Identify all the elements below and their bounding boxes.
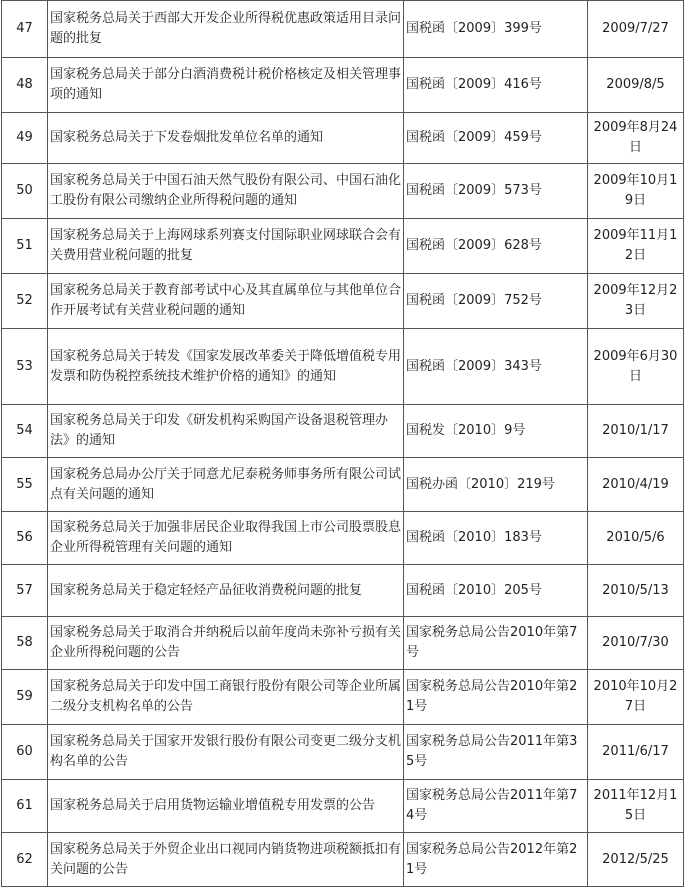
table-row xyxy=(2,405,684,458)
document-number: 国税函〔2010〕183号 xyxy=(404,512,588,565)
issue-date: 2009年6月30日 xyxy=(588,329,684,405)
row-number: 62 xyxy=(2,833,48,887)
document-number: 国家税务总局公告2010年第7号 xyxy=(404,617,588,670)
table-row xyxy=(2,219,684,274)
document-title: 国家税务总局关于部分白酒消费税计税价格核定及相关管理事项的通知 xyxy=(48,58,404,113)
document-number: 国家税务总局公告2010年第21号 xyxy=(404,670,588,725)
document-title: 国家税务总局关于启用货物运输业增值税专用发票的公告 xyxy=(48,780,404,833)
table-row xyxy=(2,512,684,565)
table-row xyxy=(2,329,684,405)
document-number: 国家税务总局公告2011年第74号 xyxy=(404,780,588,833)
document-number: 国税函〔2010〕205号 xyxy=(404,565,588,617)
document-number: 国税函〔2009〕459号 xyxy=(404,113,588,164)
issue-date: 2009/7/27 xyxy=(588,1,684,58)
issue-date: 2011年12月15日 xyxy=(588,780,684,833)
table-row xyxy=(2,780,684,833)
issue-date: 2010/4/19 xyxy=(588,458,684,512)
document-title: 国家税务总局关于加强非居民企业取得我国上市公司股票股息企业所得税管理有关问题的通知 xyxy=(48,512,404,565)
issue-date: 2009年8月24日 xyxy=(588,113,684,164)
table-row xyxy=(2,164,684,219)
issue-date: 2009年12月23日 xyxy=(588,274,684,329)
row-number: 50 xyxy=(2,164,48,219)
document-number: 国税发〔2010〕9号 xyxy=(404,405,588,458)
document-number: 国家税务总局公告2011年第35号 xyxy=(404,725,588,780)
document-title: 国家税务总局关于中国石油天然气股份有限公司、中国石油化工股份有限公司缴纳企业所得税问题的通知 xyxy=(48,164,404,219)
document-number: 国税函〔2009〕399号 xyxy=(404,1,588,58)
document-title: 国家税务总局关于印发《研发机构采购国产设备退税管理办法》的通知 xyxy=(48,405,404,458)
row-number: 53 xyxy=(2,329,48,405)
table-row xyxy=(2,1,684,58)
table-row xyxy=(2,565,684,617)
document-number: 国家税务总局公告2012年第21号 xyxy=(404,833,588,887)
document-title: 国家税务总局关于转发《国家发展改革委关于降低增值税专用发票和防伪税控系统技术维护价格的通知》的通知 xyxy=(48,329,404,405)
issue-date: 2010/1/17 xyxy=(588,405,684,458)
row-number: 52 xyxy=(2,274,48,329)
document-title: 国家税务总局关于稳定轻烃产品征收消费税问题的批复 xyxy=(48,565,404,617)
row-number: 51 xyxy=(2,219,48,274)
row-number: 55 xyxy=(2,458,48,512)
document-title: 国家税务总局关于教育部考试中心及其直属单位与其他单位合作开展考试有关营业税问题的通知 xyxy=(48,274,404,329)
document-title: 国家税务总局关于国家开发银行股份有限公司变更二级分支机构名单的公告 xyxy=(48,725,404,780)
document-number: 国税函〔2009〕573号 xyxy=(404,164,588,219)
table-row xyxy=(2,274,684,329)
row-number: 48 xyxy=(2,58,48,113)
issue-date: 2011/6/17 xyxy=(588,725,684,780)
row-number: 56 xyxy=(2,512,48,565)
document-number: 国税函〔2009〕343号 xyxy=(404,329,588,405)
issue-date: 2009年10月19日 xyxy=(588,164,684,219)
issue-date: 2009/8/5 xyxy=(588,58,684,113)
document-title: 国家税务总局关于下发卷烟批发单位名单的通知 xyxy=(48,113,404,164)
row-number: 49 xyxy=(2,113,48,164)
document-title: 国家税务总局关于上海网球系列赛支付国际职业网球联合会有关费用营业税问题的批复 xyxy=(48,219,404,274)
table-row xyxy=(2,113,684,164)
row-number: 54 xyxy=(2,405,48,458)
document-number: 国税办函〔2010〕219号 xyxy=(404,458,588,512)
table-row xyxy=(2,458,684,512)
row-number: 47 xyxy=(2,1,48,58)
table-row xyxy=(2,833,684,887)
table-row xyxy=(2,670,684,725)
row-number: 59 xyxy=(2,670,48,725)
issue-date: 2010/5/6 xyxy=(588,512,684,565)
table-row xyxy=(2,58,684,113)
issue-date: 2010/7/30 xyxy=(588,617,684,670)
document-number: 国税函〔2009〕628号 xyxy=(404,219,588,274)
document-title: 国家税务总局关于取消合并纳税后以前年度尚未弥补亏损有关企业所得税问题的公告 xyxy=(48,617,404,670)
row-number: 60 xyxy=(2,725,48,780)
issue-date: 2010/5/13 xyxy=(588,565,684,617)
issue-date: 2012/5/25 xyxy=(588,833,684,887)
table-row xyxy=(2,617,684,670)
issue-date: 2010年10月27日 xyxy=(588,670,684,725)
document-title: 国家税务总局办公厅关于同意尤尼泰税务师事务所有限公司试点有关问题的通知 xyxy=(48,458,404,512)
document-title: 国家税务总局关于外贸企业出口视同内销货物进项税额抵扣有关问题的公告 xyxy=(48,833,404,887)
document-title: 国家税务总局关于西部大开发企业所得税优惠政策适用目录问题的批复 xyxy=(48,1,404,58)
document-title: 国家税务总局关于印发中国工商银行股份有限公司等企业所属二级分支机构名单的公告 xyxy=(48,670,404,725)
document-number: 国税函〔2009〕752号 xyxy=(404,274,588,329)
row-number: 57 xyxy=(2,565,48,617)
table-row xyxy=(2,725,684,780)
document-table xyxy=(1,0,684,887)
row-number: 58 xyxy=(2,617,48,670)
row-number: 61 xyxy=(2,780,48,833)
document-number: 国税函〔2009〕416号 xyxy=(404,58,588,113)
issue-date: 2009年11月12日 xyxy=(588,219,684,274)
